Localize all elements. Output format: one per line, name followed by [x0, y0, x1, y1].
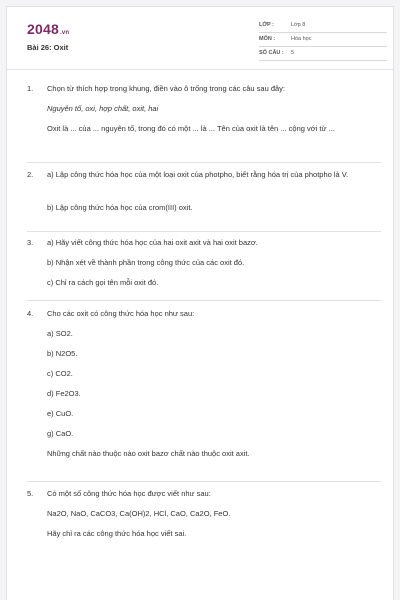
option-d: d) Fe2O3.: [47, 389, 81, 398]
question-part-c: c) Chỉ ra cách gọi tên mỗi oxit đó.: [47, 278, 159, 287]
meta-grade-row: [259, 21, 387, 33]
question-divider: [27, 300, 381, 301]
question-text: Oxit là ... của ... nguyên tố, trong đó có một ... là ... Tên của oxit là tên ... cộng với từ ...: [47, 124, 335, 133]
question-text: Cho các oxit có công thức hóa học như sau:: [47, 309, 195, 318]
lesson-title: Bài 26: Oxit: [27, 43, 69, 52]
meta-subject-value: Hóa học: [291, 36, 312, 42]
question-part-a: a) Hãy viết công thức hóa học của hai oxit axit và hai oxit bazơ.: [47, 238, 258, 247]
question-number: 5.: [27, 489, 34, 498]
worksheet: [6, 6, 394, 600]
header-divider: [7, 69, 393, 70]
logo-text: 2048: [27, 21, 59, 37]
logo-suffix: .vn: [59, 30, 70, 36]
meta-subject-label: MÔN :: [259, 36, 276, 42]
question-text: Chọn từ thích hợp trong khung, điền vào ô trống trong các câu sau đây:: [47, 84, 286, 93]
worksheet-header: [7, 7, 393, 69]
question-text: Có một số công thức hóa học được viết như sau:: [47, 489, 211, 498]
question-text: Hãy chỉ ra các công thức hóa học viết sai.: [47, 529, 187, 538]
question-text: Những chất nào thuộc nào oxit bazơ chất nào thuộc oxit axit.: [47, 449, 250, 458]
question-divider: [27, 231, 381, 232]
meta-count-value: 5: [291, 50, 295, 56]
question-divider: [27, 481, 381, 482]
meta-subject-row: [259, 35, 387, 47]
question-number: 1.: [27, 84, 34, 93]
question-number: 4.: [27, 309, 34, 318]
meta-count-row: [259, 49, 387, 61]
meta-grade-value: Lớp 8: [291, 22, 306, 28]
question-part-b: b) Nhận xét về thành phần trong công thức của các oxit đó.: [47, 258, 245, 267]
question-part-b: b) Lập công thức hóa học của crom(III) oxit.: [47, 203, 193, 212]
question-divider: [27, 162, 381, 163]
option-a: a) SO2.: [47, 329, 73, 338]
word-bank: Nguyên tố, oxi, hợp chất, oxit, hai: [47, 104, 159, 113]
option-g: g) CaO.: [47, 429, 74, 438]
question-number: 3.: [27, 238, 34, 247]
question-number: 2.: [27, 170, 34, 179]
brand-logo[interactable]: [27, 21, 69, 37]
option-c: c) CO2.: [47, 369, 73, 378]
option-e: e) CuO.: [47, 409, 74, 418]
meta-grade-label: LỚP :: [259, 22, 274, 28]
formula-list: Na2O, NaO, CaCO3, Ca(OH)2, HCl, CaO, Ca2O, FeO.: [47, 509, 231, 518]
option-b: b) N2O5.: [47, 349, 78, 358]
meta-count-label: SỐ CÂU :: [259, 50, 284, 56]
question-part-a: a) Lập công thức hóa học của một loại oxit của photpho, biết rằng hóa trị của photpho là V.: [47, 170, 349, 179]
